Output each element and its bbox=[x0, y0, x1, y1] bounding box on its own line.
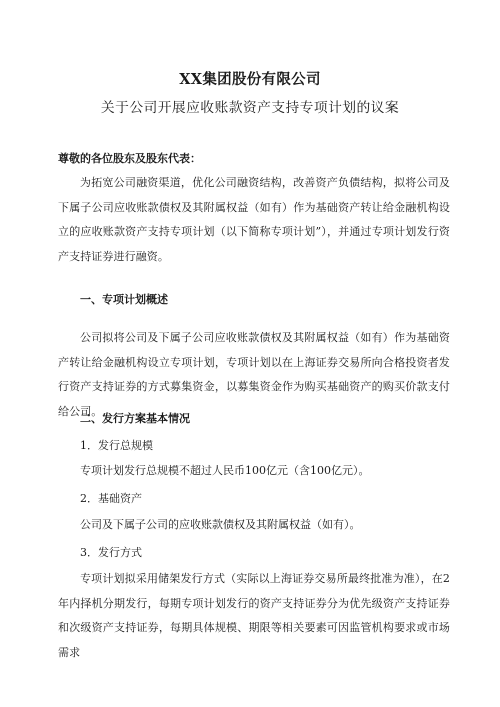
section1-heading: 一、专项计划概述 bbox=[80, 293, 168, 306]
item2-title: 2．基础资产 bbox=[80, 492, 142, 505]
document-subtitle: 关于公司开展应收账款资产支持专项计划的议案 bbox=[100, 100, 400, 116]
intro-paragraph: 为拓宽公司融资渠道，优化公司融资结构，改善资产负债结构，拟将公司及下属子公司应收账款债权及其附属权益（如有）作为基础资产转让给金融机构设立的应收账款资产支持专项计划（以下简称专项计划”），并通过专项计划发行资产支持证券进行融资。 bbox=[58, 176, 450, 263]
item1-text: 专项计划发行总规模不超过人民币100亿元（含100亿元）。 bbox=[80, 464, 370, 477]
item3-title: 3．发行方式 bbox=[80, 546, 142, 559]
company-title: XX集团股份有限公司 bbox=[179, 71, 321, 88]
section1-paragraph: 公司拟将公司及下属子公司应收账款债权及其附属权益（如有）作为基础资产转让给金融机构设立专项计划，专项计划以在上海证券交易所向合格投资者发行资产支持证券的方式募集资金，以募集资金作为购买基础资产的购买价款支付给公司。 bbox=[58, 331, 450, 418]
item1-title: 1．发行总规模 bbox=[80, 439, 153, 452]
salutation: 尊敬的各位股东及股东代表： bbox=[58, 152, 201, 165]
item2-text: 公司及下属子公司的应收账款债权及其附属权益（如有）。 bbox=[80, 518, 361, 531]
item3-paragraph: 专项计划拟采用储架发行方式（实际以上海证券交易所最终批准为准），在2年内择机分期发行，每期专项计划发行的资产支持证券分为优先级资产支持证券和次级资产支持证券，每期具体规模、期限等相关要素可因监管机构要求或市场需求 bbox=[58, 572, 450, 659]
section2-heading: 二、发行方案基本情况 bbox=[80, 412, 190, 425]
